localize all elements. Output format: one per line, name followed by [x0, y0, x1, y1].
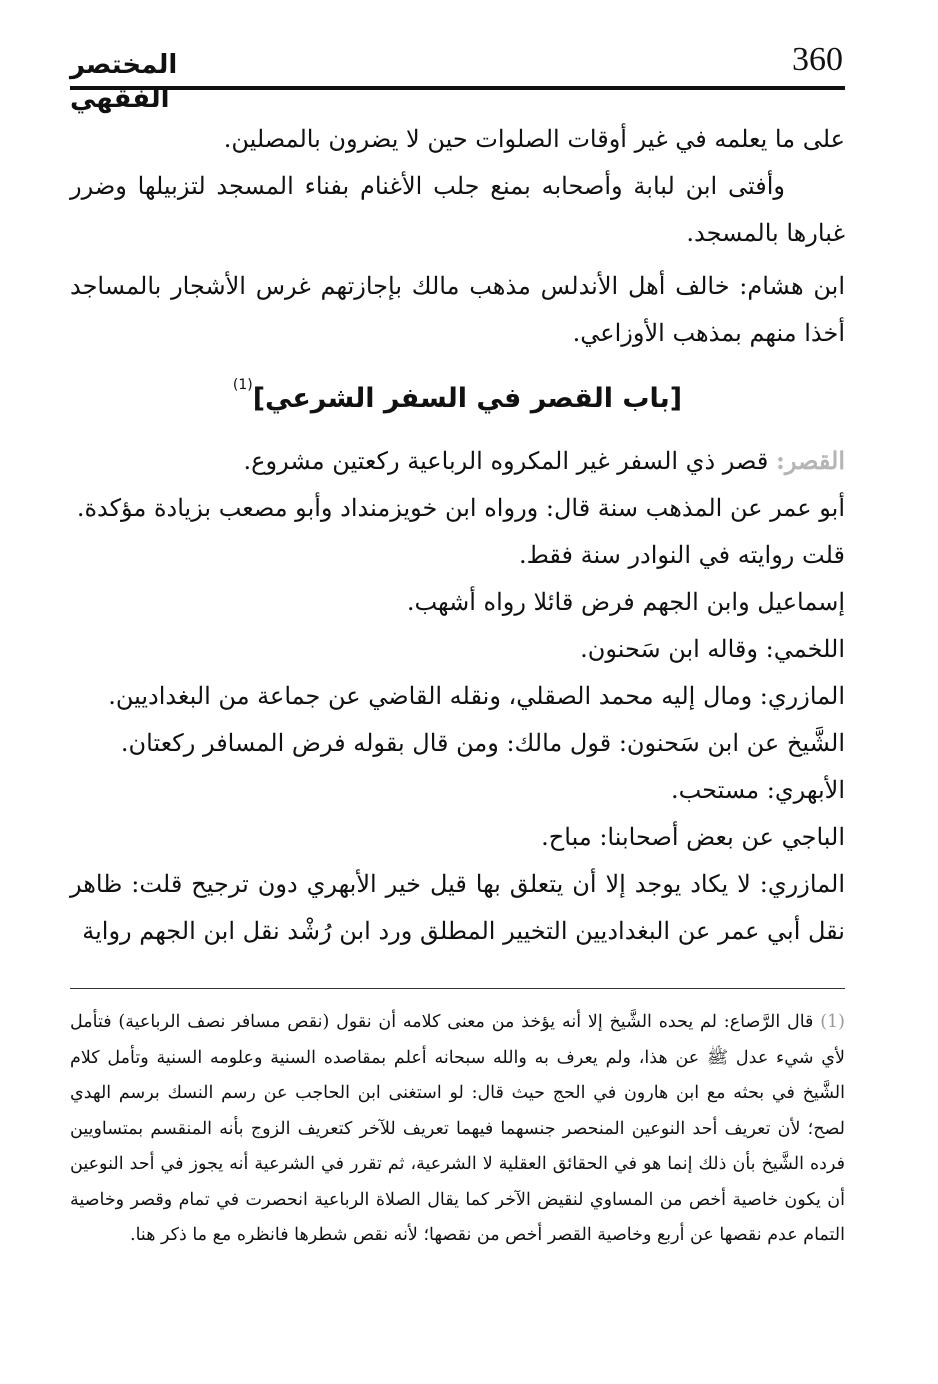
- paragraph: ابن هشام: خالف أهل الأندلس مذهب مالك بإجازتهم غرس الأشجار بالمساجد أخذا منهم بمذهب الأوزاعي.: [70, 272, 845, 347]
- paragraph: المازري: لا يكاد يوجد إلا أن يتعلق بها قيل خير الأبهري دون ترجيح قلت: ظاهر نقل أبي عمر عن البغداديين التخيير المطلق ورد ابن رُشْد نقل ابن الجهم رواية: [70, 870, 845, 945]
- footnote-text: [70, 1005, 845, 1254]
- paragraph: إسماعيل وابن الجهم فرض قائلا رواه أشهب.: [406, 588, 845, 616]
- paragraph: وأفتى ابن لبابة وأصحابه بمنع جلب الأغنام بفناء المسجد لتزبيلها وضرر غبارها بالمسجد.: [70, 172, 845, 247]
- chapter-title-text: [باب القصر في السفر الشرعي]: [252, 383, 683, 414]
- paragraph: قلت روايته في النوادر سنة فقط.: [518, 541, 845, 569]
- main-text: [70, 116, 845, 955]
- paragraph: الباجي عن بعض أصحابنا: مباح.: [541, 823, 845, 851]
- footnote-separator: [70, 988, 845, 989]
- footnote: [70, 1005, 845, 1254]
- paragraph: الشَّيخ عن ابن سَحنون: قول مالك: ومن قال بقوله فرض المسافر ركعتان.: [120, 729, 845, 757]
- footnote-reference: (1): [232, 377, 253, 393]
- header-rule: [70, 86, 845, 90]
- chapter-title: [70, 375, 845, 423]
- page-number: 360: [792, 41, 843, 78]
- footnote-mark: (1): [820, 1012, 845, 1032]
- paragraph: [70, 437, 845, 485]
- paragraph: على ما يعلمه في غير أوقات الصلوات حين لا يضرون بالمصلين.: [223, 125, 845, 153]
- paragraph: اللخمي: وقاله ابن سَحنون.: [580, 635, 845, 663]
- paragraph: المازري: ومال إليه محمد الصقلي، ونقله القاضي عن جماعة من البغداديين.: [108, 682, 845, 710]
- defined-term: القصر:: [775, 446, 845, 475]
- footnote-body: قال الرَّصاع: لم يحده الشَّيخ إلا أنه يؤخذ من معنى كلامه أن نقول (نقص مسافر نصف الرباعية) فتأمل لأي شيء عدل ﷺ عن هذا، ولم يعرف به والله سبحانه أعلم بمقاصده السنية وعلومه السنية وتأمل كلام الشَّيخ في بحثه مع ابن هارون في الحج حيث قال: لو استغنى ابن الحاجب عن رسم النسك برسم الهدي لصح؛ لأن تعريف أحد النوعين المنحصر جنسهما فيهما تعريف للآخر كتعريف الزوج بأنه المنقسم بمتساويين فرده الشَّيخ بأن ذلك إنما هو في الحقائق العقلية لا الشرعية، ثم تقرر في الشرعية أنه يجوز في أحد النوعين أن يكون خاصية أخص من المساوي لنقيض الآخر كما يقال الصلاة الرباعية انحصرت في تمام وقصر وخاصية التمام عدم نقصها عن أربع وخاصية القصر أخص من نقصها؛ لأنه نقص شطرها فانظره مع ما ذكر هنا.: [70, 1012, 845, 1245]
- paragraph: الأبهري: مستحب.: [670, 776, 845, 804]
- running-title: المختصر الفقهي: [70, 50, 178, 114]
- definition-text: قصر ذي السفر غير المكروه الرباعية ركعتين مشروع.: [243, 447, 776, 475]
- paragraph: أبو عمر عن المذهب سنة قال: ورواه ابن خويزمنداد وأبو مصعب بزيادة مؤكدة.: [76, 494, 845, 522]
- page-header: [70, 36, 845, 114]
